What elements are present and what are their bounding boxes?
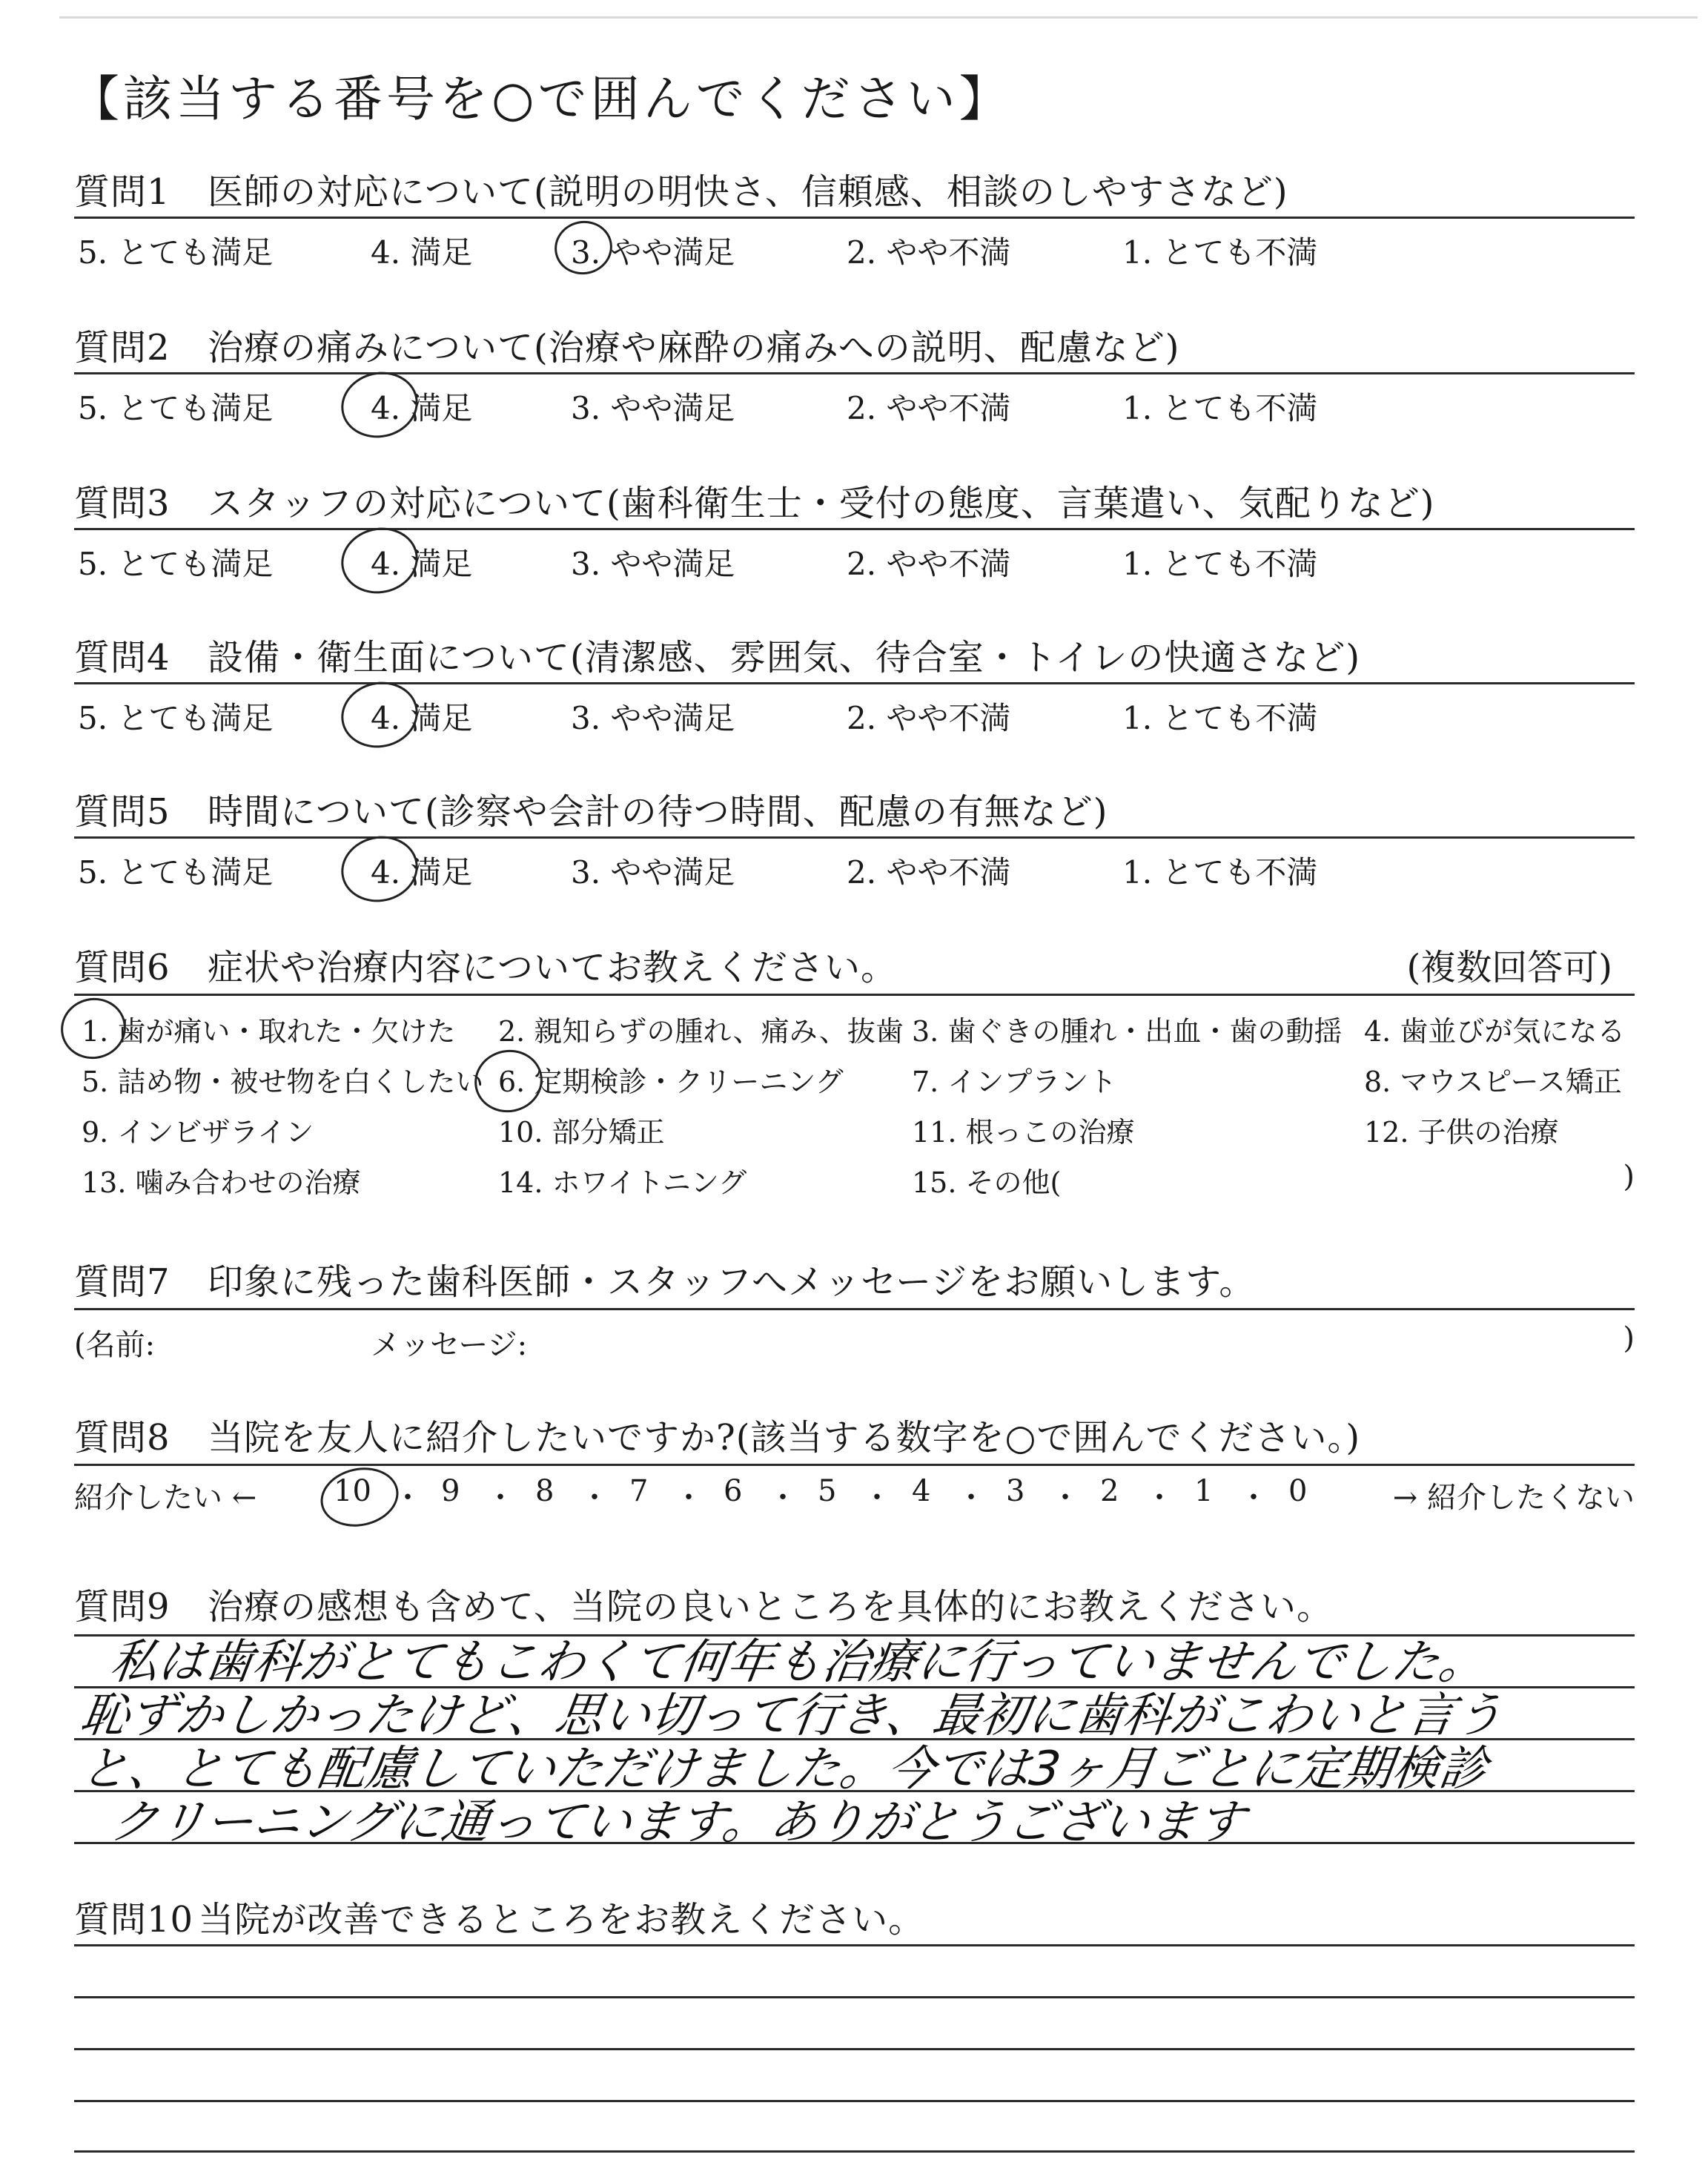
scale-6[interactable]: 6 [724, 1474, 743, 1508]
question-2 [74, 319, 1635, 430]
divider [74, 528, 1635, 530]
selection-circle [335, 521, 424, 601]
multiple-answers-note: (複数回答可) [1406, 947, 1612, 988]
question-number: 質問5 [74, 791, 171, 833]
scale-left-label: 紹介したい ← [74, 1481, 257, 1515]
treatment-item-11[interactable]: 11. 根っこの治療 [912, 1116, 1135, 1149]
divider [74, 682, 1635, 684]
scan-edge [59, 16, 1698, 19]
option-4[interactable]: 4. 満足 [371, 854, 473, 891]
scale-9[interactable]: 9 [441, 1474, 460, 1508]
question-number: 質問7 [74, 1261, 171, 1303]
option-5[interactable]: 5. とても満足 [78, 546, 274, 582]
handwritten-answer-line-1: 私は歯科がとてもこわくて何年も治療に行っていませんでした。 [106, 1635, 1491, 1690]
question-10 [74, 1891, 1635, 1950]
option-5[interactable]: 5. とても満足 [78, 234, 274, 271]
question-number: 質問6 [74, 947, 171, 988]
question-text: 症状や治療内容についてお教えください。 [208, 947, 898, 988]
treatment-item-15[interactable]: 15. その他( [912, 1166, 1062, 1199]
selection-circle [335, 675, 424, 755]
answer-line [74, 2150, 1635, 2153]
option-3[interactable]: 3. やや満足 [571, 546, 735, 582]
scale-3[interactable]: 3 [1006, 1474, 1025, 1508]
handwritten-answer-line-3: と、とても配慮していただけました。今では3ヶ月ごとに定期検診 [76, 1742, 1492, 1797]
treatment-item-5[interactable]: 5. 詰め物・被せ物を白くしたい [82, 1066, 484, 1098]
selection-circle [335, 365, 424, 445]
option-4[interactable]: 4. 満足 [371, 700, 473, 736]
divider [74, 1308, 1635, 1310]
treatment-item-10[interactable]: 10. 部分矯正 [498, 1116, 665, 1149]
treatment-item-3[interactable]: 3. 歯ぐきの腫れ・出血・歯の動揺 [912, 1015, 1343, 1048]
option-3[interactable]: 3. やや満足 [571, 390, 735, 426]
treatment-item-12[interactable]: 12. 子供の治療 [1364, 1116, 1559, 1149]
answer-line [74, 1944, 1635, 1946]
option-1[interactable]: 1. とても不満 [1122, 546, 1318, 582]
question-number: 質問1 [74, 171, 171, 213]
question-text: 時間について(診察や会計の待つ時間、配慮の有無など) [208, 791, 1108, 833]
treatment-item-14[interactable]: 14. ホワイトニング [498, 1166, 747, 1199]
option-4[interactable]: 4. 満足 [371, 390, 473, 426]
option-1[interactable]: 1. とても不満 [1122, 854, 1318, 891]
divider [74, 1464, 1635, 1466]
question-6 [74, 939, 1635, 1206]
question-3 [74, 475, 1635, 586]
treatment-item-13[interactable]: 13. 噛み合わせの治療 [82, 1166, 361, 1199]
option-2[interactable]: 2. やや不満 [847, 700, 1011, 736]
other-close-paren: ) [1623, 1160, 1635, 1194]
selection-circle [315, 1461, 404, 1533]
question-text: 設備・衛生面について(清潔感、雰囲気、待合室・トイレの快適さなど) [208, 637, 1361, 678]
option-1[interactable]: 1. とても不満 [1122, 234, 1318, 271]
question-5 [74, 783, 1635, 894]
handwritten-answer-line-4: クリーニングに通っています。ありがとうございます [106, 1795, 1248, 1850]
option-5[interactable]: 5. とても満足 [78, 854, 274, 891]
option-2[interactable]: 2. やや不満 [847, 390, 1011, 426]
option-2[interactable]: 2. やや不満 [847, 234, 1011, 271]
question-number: 質問4 [74, 637, 171, 678]
question-text: スタッフの対応について(歯科衛生士・受付の態度、言葉遣い、気配りなど) [208, 483, 1435, 524]
question-text: 医師の対応について(説明の明快さ、信頼感、相談のしやすさなど) [208, 171, 1288, 213]
treatment-item-6[interactable]: 6. 定期検診・クリーニング [498, 1066, 844, 1098]
option-5[interactable]: 5. とても満足 [78, 390, 274, 426]
handwritten-answer-line-2: 恥ずかしかったけど、思い切って行き、最初に歯科がこわいと言う [76, 1688, 1506, 1743]
scale-4[interactable]: 4 [912, 1474, 931, 1508]
question-number: 質問3 [74, 483, 171, 524]
scale-5[interactable]: 5 [818, 1474, 837, 1508]
option-2[interactable]: 2. やや不満 [847, 854, 1011, 891]
treatment-item-9[interactable]: 9. インビザライン [82, 1116, 314, 1149]
treatment-item-2[interactable]: 2. 親知らずの腫れ、痛み、抜歯 [498, 1015, 904, 1048]
option-4[interactable]: 4. 満足 [371, 234, 473, 271]
page-title: 【該当する番号を○で囲んでください】 [70, 70, 1012, 128]
name-label: (名前: [74, 1328, 156, 1362]
question-text: 当院を友人に紹介したいですか?(該当する数字を○で囲んでください。) [208, 1417, 1361, 1459]
question-8 [74, 1409, 1635, 1527]
scale-0[interactable]: 0 [1288, 1474, 1308, 1508]
answer-line [74, 1996, 1635, 1998]
answer-line [74, 2048, 1635, 2050]
selection-circle [335, 829, 424, 909]
selection-circle [55, 992, 131, 1066]
question-number: 質問2 [74, 327, 171, 369]
question-1 [74, 163, 1635, 274]
question-text: 当院が改善できるところをお教えください。 [198, 1899, 925, 1941]
message-label: メッセージ: [371, 1328, 528, 1362]
scale-1[interactable]: 1 [1194, 1474, 1214, 1508]
option-1[interactable]: 1. とても不満 [1122, 700, 1318, 736]
question-number: 質問9 [74, 1586, 171, 1628]
scale-2[interactable]: 2 [1100, 1474, 1119, 1508]
scale-8[interactable]: 8 [535, 1474, 555, 1508]
treatment-item-7[interactable]: 7. インプラント [912, 1066, 1117, 1098]
recommend-scale: 紹介したい ← 10 ・ 9 ・ 8 ・ 7 ・ 6 ・ 5 ・ 4 ・ 3 ・ 2 ・ 1 ・ 0 → 紹介したくない [74, 1474, 1635, 1515]
question-text: 治療の感想も含めて、当院の良いところを具体的にお教えください。 [208, 1586, 1334, 1628]
question-text: 治療の痛みについて(治療や麻酔の痛みへの説明、配慮など) [208, 327, 1180, 369]
treatment-item-1[interactable]: 1. 歯が痛い・取れた・欠けた [82, 1015, 456, 1048]
question-4 [74, 629, 1635, 740]
selection-circle [469, 1043, 548, 1118]
message-close-paren: ) [1623, 1321, 1635, 1355]
option-1[interactable]: 1. とても不満 [1122, 390, 1318, 426]
option-2[interactable]: 2. やや不満 [847, 546, 1011, 582]
option-3[interactable]: 3. やや満足 [571, 234, 735, 271]
option-3[interactable]: 3. やや満足 [571, 854, 735, 891]
divider [74, 217, 1635, 219]
scale-7[interactable]: 7 [629, 1474, 649, 1508]
treatment-item-8[interactable]: 8. マウスピース矯正 [1364, 1066, 1622, 1098]
divider [74, 372, 1635, 374]
option-3[interactable]: 3. やや満足 [571, 700, 735, 736]
question-7 [74, 1253, 1635, 1372]
answer-line [74, 2100, 1635, 2102]
treatment-item-4[interactable]: 4. 歯並びが気になる [1364, 1015, 1626, 1048]
option-4[interactable]: 4. 満足 [371, 546, 473, 582]
question-number: 質問10 [74, 1899, 194, 1941]
question-text: 印象に残った歯科医師・スタッフへメッセージをお願いします。 [208, 1261, 1256, 1303]
divider [74, 994, 1635, 996]
divider [74, 836, 1635, 839]
scale-10[interactable]: 10 [334, 1474, 371, 1508]
scale-right-label: → 紹介したくない [1392, 1481, 1635, 1515]
option-5[interactable]: 5. とても満足 [78, 700, 274, 736]
question-number: 質問8 [74, 1417, 171, 1459]
